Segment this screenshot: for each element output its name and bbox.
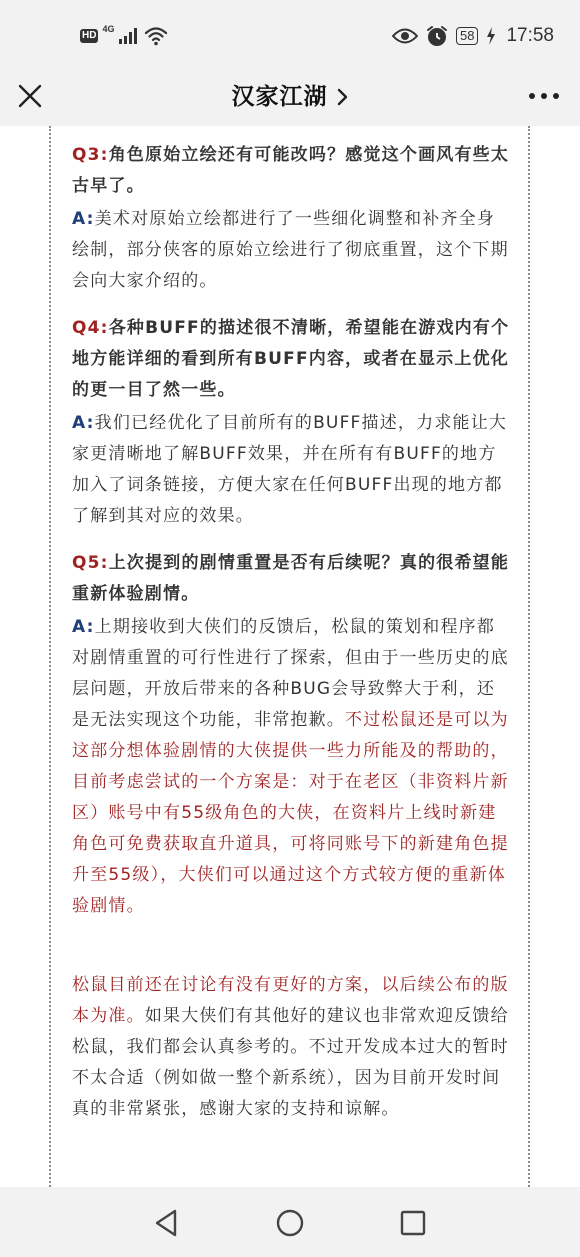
qa-item-q3 [72,140,512,297]
recent-square-icon[interactable] [397,1207,429,1239]
question-text: 各种BUFF的描述很不清晰，希望能在游戏内有个地方能详细的看到所有BUFF内容，或者在显示上优化的更一目了然一些。 [72,318,510,400]
answer-q3 [72,204,512,297]
battery-indicator: 58 [456,27,478,45]
back-triangle-icon[interactable] [151,1207,183,1239]
question-q3 [72,140,512,202]
more-dots-icon[interactable] [526,82,562,110]
answer-q4 [72,408,512,532]
answer-text: 美术对原始立绘都进行了一些细化调整和补齐全身绘制，部分侠客的原始立绘进行了彻底重置，这个下期会向大家介绍的。 [72,209,509,291]
nav-bar [0,70,580,126]
dotted-border-left [49,126,51,1187]
article-content [72,140,512,1125]
answer-label: A: [72,413,95,433]
qa-item-q4 [72,313,512,532]
closing-paragraph [72,970,512,1125]
dotted-border-right [528,126,530,1187]
status-left [80,24,168,48]
question-label: Q4: [72,318,109,338]
question-q5 [72,548,512,610]
qa-item-q5 [72,548,512,922]
answer-text: 上期接收到大侠们的反馈后，松鼠的策划和程序都对剧情重置的可行性进行了探索，但由于一些历史的底层问题，开放后带来的各种BUG会导致弊大于利，还是无法实现这个功能，非常抱歉。 [72,617,509,730]
alarm-icon [426,25,448,47]
article-body[interactable] [0,126,580,1187]
question-q4 [72,313,512,406]
closing-highlight-text: 松鼠目前还在讨论有没有更好的方案，以后续公布的版本为准。 [72,975,509,1026]
home-circle-icon[interactable] [274,1207,306,1239]
hd-badge: HD [82,30,97,41]
charging-icon [486,26,496,46]
clock: 17:58 [506,25,554,46]
question-label: Q3: [72,145,109,165]
network-type: 4G [102,24,115,34]
closing-text: 如果大侠们有其他好的建议也非常欢迎反馈给松鼠，我们都会认真参考的。不过开发成本过大的暂时不太合适（例如做一整个新系统），因为目前开发时间真的非常紧张，感谢大家的支持和谅解。 [72,1006,509,1119]
eye-icon [392,27,418,45]
question-text: 上次提到的剧情重置是否有后续呢？真的很希望能重新体验剧情。 [72,553,510,604]
account-title-link[interactable] [0,78,580,111]
wifi-icon [144,26,168,46]
answer-q5 [72,612,512,922]
system-nav-bar [0,1187,580,1257]
answer-label: A: [72,209,95,229]
paragraph-gap [72,938,512,970]
question-text: 角色原始立绘还有可能改吗？感觉这个画风有些太古早了。 [72,145,510,196]
answer-highlight-text: 不过松鼠还是可以为这部分想体验剧情的大侠提供一些力所能及的帮助的，目前考虑尝试的一个方案是：对于在老区（非资料片新区）账号中有55级角色的大侠，在资料片上线时新建角色可免费获取直升道具，可将同账号下的新建角色提升至55级），大侠们可以通过这个方式较方便的重新体验剧情。 [72,710,509,916]
answer-text: 我们已经优化了目前所有的BUFF描述，力求能让大家更清晰地了解BUFF效果，并在所有有BUFF的地方加入了词条链接，方便大家在任何BUFF出现的地方都了解到其对应的效果。 [72,413,508,526]
signal-icon [118,27,140,45]
status-bar [0,0,580,70]
page-title: 汉家江湖 [231,84,328,110]
question-label: Q5: [72,553,109,573]
chevron-right-icon [337,88,349,106]
answer-label: A: [72,617,95,637]
status-right [392,22,554,50]
